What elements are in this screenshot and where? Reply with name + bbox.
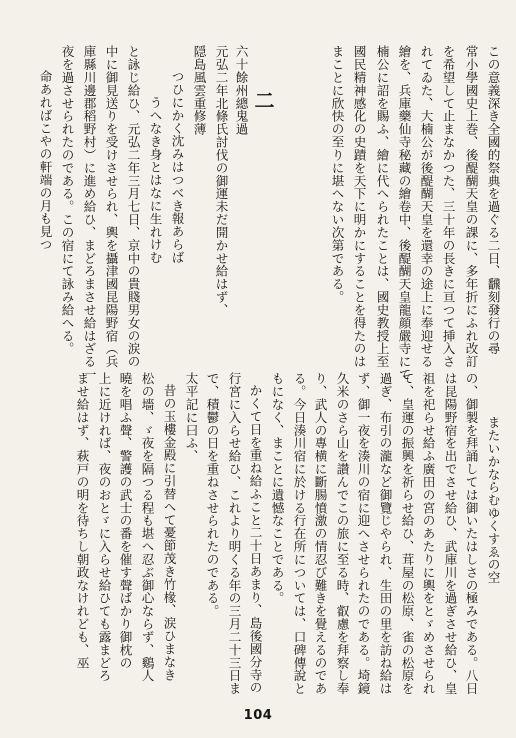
section-number: 二	[251, 90, 275, 110]
text-line: 命あればこやの軒端の月も見つ	[37, 70, 53, 251]
text-line: かくて日を重ね給ふこと二十日あまり、島後國分寺の	[247, 384, 263, 695]
text-line: 國民精神感化の史蹟を天下に明かにすることを得たのは	[351, 45, 367, 368]
text-line: 上に近ければ、夜のおとゞに入らせ給ひても露まどろ	[96, 372, 112, 683]
text-line: 太平記に曰ふ、	[183, 372, 199, 463]
text-line: 祖を祀らせ給ふ廣田の宮のあたりに輿をとゞめさせられ	[420, 372, 436, 695]
poem-header: 六十餘州總鬼過	[233, 45, 249, 136]
text-line: と詠じ給ひ、元弘二年三月七日、京中の貴賤男女の涙の	[125, 45, 141, 368]
text-line: 行宮に入らせ給ひ、これより明くる年の三月二十三日ま	[226, 372, 242, 695]
text-line: 繪を、兵庫藥仙寺秘藏の繪卷中、後醍醐天皇龍顔嚴寺にて	[396, 45, 412, 381]
poem-title: 隠島風雲重修薄	[191, 45, 207, 136]
text-line: 楠公に詔を賜ふ、繪に代へられたことは、國史教授上至	[374, 45, 390, 368]
text-line: 松の墻、ゞ夜を隔つる程も堪へ忍ぶ御心ならず、鷄人	[139, 372, 155, 683]
text-line: る。今日湊川宿に於ける行在所については、口碑傳說と	[291, 372, 307, 695]
text-line: を希望して止まなかつた、三十年の長きに亘つて挿入さ	[440, 45, 456, 368]
text-line: 中に御見送りを受けさせられ、輿を攝津國昆陽野宿（兵	[103, 45, 119, 368]
text-line: 夜を過させられたのである。この宿にて詠み給へる。	[59, 45, 75, 356]
text-line: 常小學國史上巻、後醍醐天皇の課に、多年折にふれ改訂	[463, 45, 479, 368]
text-line: 過ぎ、布引の瀧など御覽じやられ、生田の里を訪ね給は	[377, 372, 393, 695]
text-line: 元弘二年北條氏討伐の御運未だ開かせ給はず、	[213, 45, 229, 317]
text-line: またいかならむゆくすゑの空	[485, 416, 501, 584]
text-line: まことに欣快の至りに堪へない次第である。	[329, 45, 345, 304]
text-line: り、武人の專横に斷腸憤激の情忍び難きを覺えるのであ	[312, 372, 328, 695]
text-line: ず、御一夜を湊川の宿に迎へさせられたのである。埼鏡	[355, 372, 371, 695]
text-line: ませ給はず、萩戸の明を待ちし朝政なけれども、巫	[74, 372, 90, 670]
text-line: 久米のさら山を讃んでこの旅に至る時、叡慮を拜察し奉	[334, 372, 350, 695]
text-line: 庫縣川邊郡稻野村）に進め給ひ、まどろまさせ給はざる一	[81, 45, 97, 381]
text-line: て、皇運の振興を祈らせ給ひ、茸屋の松原、雀の松原を	[399, 372, 415, 695]
text-line: つひにかく沈みはつべき報あらば	[169, 70, 185, 264]
text-line: この意義深き全國的祭典を過ぐる二日、飜刻發行の尋	[485, 45, 501, 356]
text-line: で、積鬱の日を重ねさせられたのである。	[204, 372, 220, 618]
text-line: は昆陽野宿を出でさせ給ひ、武庫川を過ぎさせ給ひ、皇	[442, 372, 458, 695]
text-line: うへなき身とはなに生れけむ	[147, 96, 163, 264]
page-number: 104	[243, 708, 273, 723]
text-line: の、御製を拜誦しては御いたはしさの極みである。八日	[463, 372, 479, 695]
text-line: 曉を唱ふ聲、警護の武士の番を催す聲ばかり御枕の	[117, 372, 133, 670]
text-line: れてゐた、大楠公が後醍醐天皇を還幸の途上に奉迎せる	[418, 45, 434, 368]
text-line: 昔の玉樓金殿に引替へて憂節茂き竹椽、涙ひまなき	[161, 384, 177, 682]
text-line: もになく、まことに遺憾なことである。	[269, 372, 285, 605]
